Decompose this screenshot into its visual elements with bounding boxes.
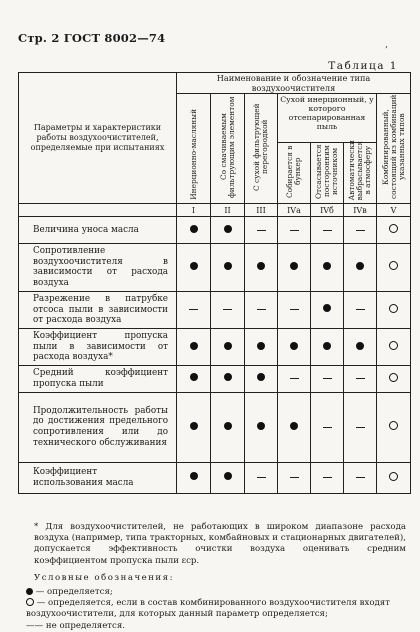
mark-cell <box>344 329 377 366</box>
legend-dash-item <box>26 621 406 632</box>
filled-dot-icon <box>257 262 265 270</box>
table-row <box>19 462 411 493</box>
mark-cell <box>377 329 411 366</box>
mark-cell <box>377 217 411 244</box>
mark-cell <box>177 366 211 392</box>
open-circle-icon <box>389 261 398 270</box>
dash-icon <box>257 230 266 231</box>
dash-icon <box>356 427 365 428</box>
page-header: Стр. 2 ГОСТ 8002—74 <box>18 31 166 45</box>
col-header-II: Со смачиваемым фильтрующим элементом <box>211 94 245 204</box>
mark-cell <box>245 291 278 328</box>
dash-icon <box>323 378 332 379</box>
legend-title: Условные обозначения: <box>34 573 174 583</box>
col-code: III <box>245 204 278 217</box>
col-code: V <box>377 204 411 217</box>
dash-icon <box>356 230 365 231</box>
mark-cell <box>278 462 311 493</box>
mark-cell <box>211 329 245 366</box>
mark-cell <box>344 291 377 328</box>
dry-inertial-header: Сухой инерционный, у которого отсепарированная пыль <box>278 94 377 143</box>
mark-cell <box>211 217 245 244</box>
filled-dot-icon <box>190 472 198 480</box>
mark-cell <box>311 244 344 292</box>
mark-cell <box>311 392 344 462</box>
col-code: IVа <box>278 204 311 217</box>
mark-cell <box>344 366 377 392</box>
mark-cell <box>211 392 245 462</box>
param-column-header: Параметры и характеристики работы воздухоочистителей, определяемые при испытаниях <box>19 73 177 204</box>
filled-dot-icon <box>257 342 265 350</box>
mark-cell <box>245 462 278 493</box>
mark-cell <box>278 366 311 392</box>
filled-dot-icon <box>224 225 232 233</box>
dash-icon <box>290 477 299 478</box>
mark-cell <box>245 329 278 366</box>
mark-cell <box>344 244 377 292</box>
filled-dot-icon <box>290 422 298 430</box>
mark-cell <box>177 462 211 493</box>
open-circle-icon <box>389 472 398 481</box>
filled-dot-icon <box>356 342 364 350</box>
dash-icon <box>257 477 266 478</box>
filled-dot-icon <box>224 472 232 480</box>
col-header-V: Комбинированный, состоящий из комбинаций указанных типов <box>377 94 411 204</box>
mark-cell <box>177 291 211 328</box>
filled-dot-icon <box>323 262 331 270</box>
mark-cell <box>377 291 411 328</box>
mark-cell <box>344 217 377 244</box>
dash-icon <box>356 378 365 379</box>
param-cell: Средний коэффициент пропуска пыли <box>19 366 177 392</box>
filled-dot-icon <box>323 342 331 350</box>
empty-cell <box>19 204 177 217</box>
dash-icon <box>290 230 299 231</box>
mark-cell <box>377 392 411 462</box>
table-row <box>19 366 411 392</box>
legend-ring-text: — определяется, если в состав комбинированного воздухоочистителя входят воздухоочистители, для которых данный параметр определяется; <box>26 598 390 619</box>
mark-cell <box>211 462 245 493</box>
dash-icon <box>356 477 365 478</box>
table-body <box>19 217 411 494</box>
open-circle-icon <box>389 224 398 233</box>
open-circle-icon <box>389 341 398 350</box>
col-code: IVб <box>311 204 344 217</box>
filled-dot-icon <box>356 262 364 270</box>
filled-dot-icon <box>190 262 198 270</box>
mark-cell <box>311 366 344 392</box>
filled-dot-icon <box>224 262 232 270</box>
mark-cell <box>211 244 245 292</box>
mark-cell <box>377 462 411 493</box>
legend-ring-item <box>26 598 406 619</box>
col-header-IVb: Отсасывается посторонним источником <box>311 143 344 204</box>
mark-cell <box>177 392 211 462</box>
col-header-IVa: Собирается в бункер <box>278 143 311 204</box>
open-circle-icon <box>26 598 34 606</box>
mark-cell <box>311 291 344 328</box>
dash-icon <box>356 309 365 310</box>
dash-icon <box>290 378 299 379</box>
param-cell: Коэффициент пропуска пыли в зависимости от расхода воздуха* <box>19 329 177 366</box>
col-code: II <box>211 204 245 217</box>
col-header-IVv: Автоматически выбрасывается в атмосферу <box>344 143 377 204</box>
legend-dot-text: — определяется; <box>35 587 113 597</box>
table-row <box>19 291 411 328</box>
mark-cell <box>278 329 311 366</box>
table-caption: Таблица 1 <box>328 60 398 72</box>
col-code: IVв <box>344 204 377 217</box>
mark-cell <box>245 392 278 462</box>
parameters-table <box>18 72 411 494</box>
mark-cell <box>211 291 245 328</box>
legend-dot-item <box>26 587 406 598</box>
filled-dot-icon <box>190 422 198 430</box>
type-group-header: Наименование и обозначение типа воздухоочистителя <box>177 73 411 94</box>
mark-cell <box>278 392 311 462</box>
scan-speck: , <box>385 40 388 50</box>
col-header-I: Инерционно-масляный <box>177 94 211 204</box>
dash-icon <box>323 230 332 231</box>
param-cell: Коэффициент использования масла <box>19 462 177 493</box>
param-cell: Величина уноса масла <box>19 217 177 244</box>
mark-cell <box>245 366 278 392</box>
dash-icon <box>290 309 299 310</box>
filled-dot-icon <box>190 225 198 233</box>
table-row <box>19 329 411 366</box>
mark-cell <box>211 366 245 392</box>
filled-dot-icon <box>290 262 298 270</box>
mark-cell <box>278 244 311 292</box>
param-cell: Разрежение в патрубке отсоса пыли в зависимости от расхода воздуха <box>19 291 177 328</box>
param-cell: Продолжительность работы до достижения предельного сопротивления или до технического обслуживания <box>19 392 177 462</box>
filled-dot-icon <box>190 373 198 381</box>
mark-cell <box>245 244 278 292</box>
mark-cell <box>177 329 211 366</box>
table-row <box>19 392 411 462</box>
dash-icon <box>223 309 232 310</box>
mark-cell <box>177 244 211 292</box>
dash-icon <box>323 427 332 428</box>
dash-icon: — <box>26 621 35 631</box>
filled-dot-icon <box>224 342 232 350</box>
filled-dot-icon <box>257 422 265 430</box>
open-circle-icon <box>389 421 398 430</box>
table-row <box>19 217 411 244</box>
filled-dot-icon <box>224 373 232 381</box>
col-code: I <box>177 204 211 217</box>
dash-icon <box>323 477 332 478</box>
filled-dot-icon <box>257 373 265 381</box>
mark-cell <box>377 244 411 292</box>
mark-cell <box>311 217 344 244</box>
mark-cell <box>278 291 311 328</box>
mark-cell <box>245 217 278 244</box>
mark-cell <box>177 217 211 244</box>
dash-icon <box>257 309 266 310</box>
table-row <box>19 244 411 292</box>
filled-dot-icon <box>26 588 33 595</box>
filled-dot-icon <box>323 304 331 312</box>
footnote: * Для воздухоочистителей, не работающих в широком диапазоне расхода воздуха (например, типа тракторных, комбайновых и стационарных двигателей), допускается эффективность очистки воздуха оценивать средним коэффициентом пропуска пыли εср. <box>34 522 406 566</box>
mark-cell <box>377 366 411 392</box>
dash-icon <box>189 309 198 310</box>
mark-cell <box>311 462 344 493</box>
legend-dash-text: — не определяется. <box>34 621 126 631</box>
open-circle-icon <box>389 373 398 382</box>
mark-cell <box>344 392 377 462</box>
filled-dot-icon <box>224 422 232 430</box>
col-header-III: С сухой фильтрующей перегородкой <box>245 94 278 204</box>
open-circle-icon <box>389 304 398 313</box>
mark-cell <box>278 217 311 244</box>
filled-dot-icon <box>190 342 198 350</box>
mark-cell <box>311 329 344 366</box>
param-cell: Сопротивление воздухоочистителя в зависимости от расхода воздуха <box>19 244 177 292</box>
mark-cell <box>344 462 377 493</box>
filled-dot-icon <box>290 342 298 350</box>
